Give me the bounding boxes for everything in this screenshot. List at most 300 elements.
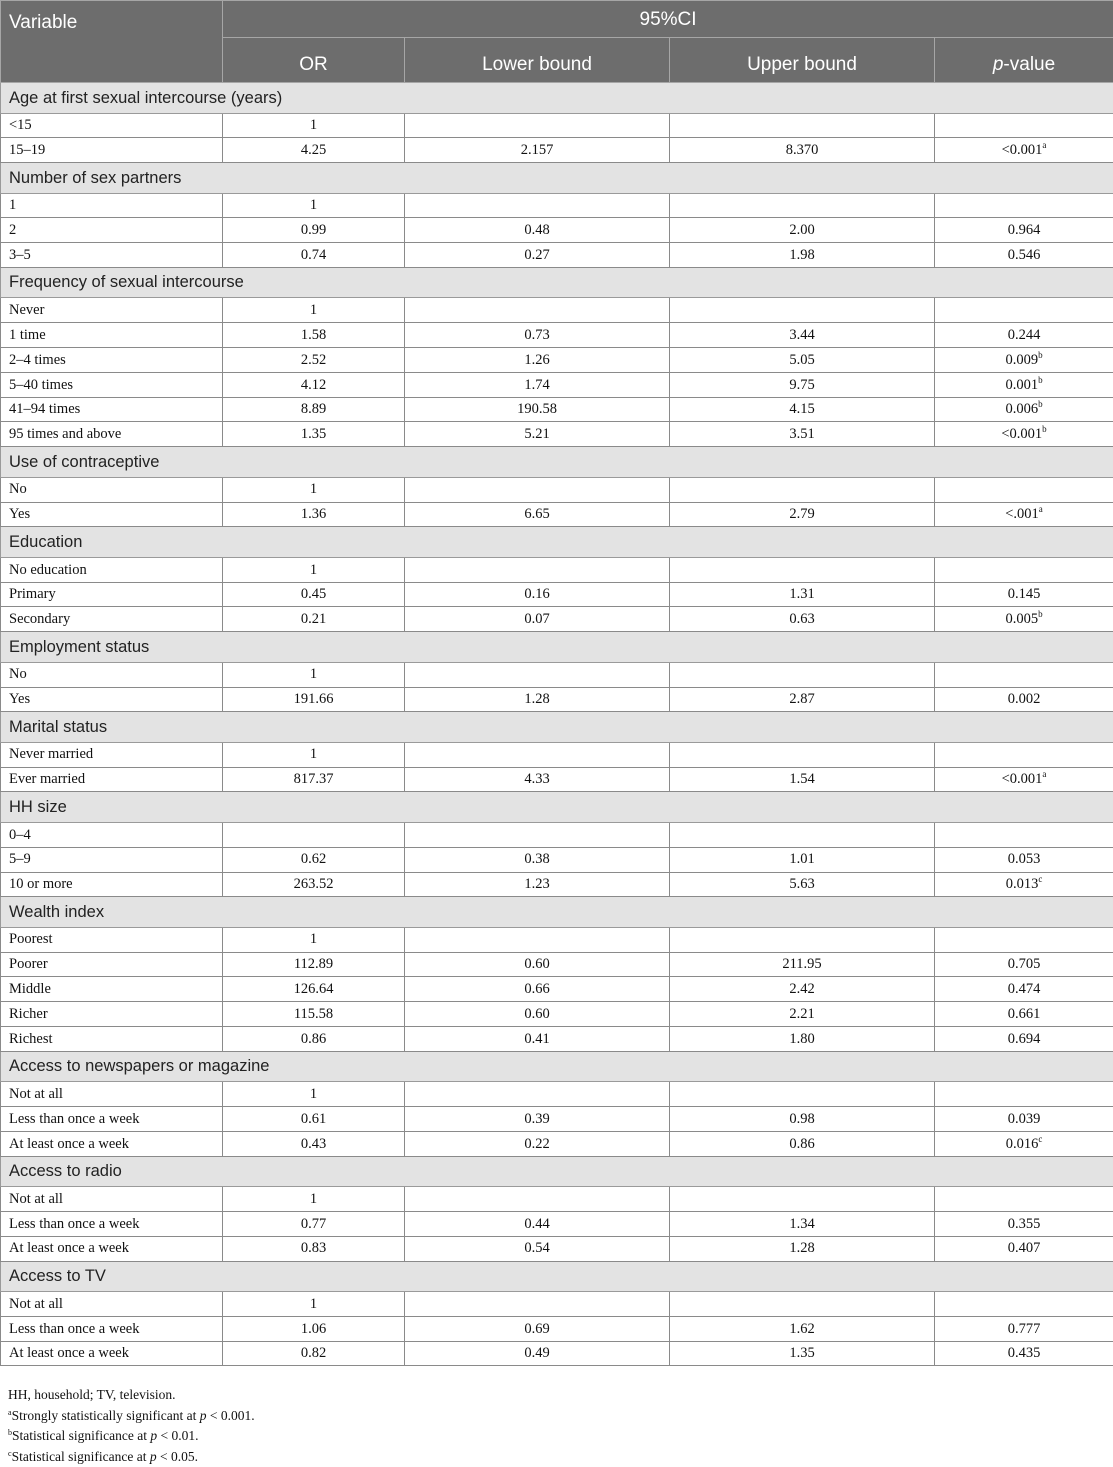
lower-bound-cell: 0.60 <box>405 952 670 977</box>
upper-bound-cell: 4.15 <box>670 397 935 422</box>
p-value: 0.474 <box>1008 981 1041 997</box>
row-label: Not at all <box>1 1082 223 1107</box>
p-value: 0.006 <box>1005 401 1038 417</box>
table-row <box>1 1107 1113 1132</box>
lower-bound-cell: 1.23 <box>405 872 670 897</box>
row-label: 2 <box>1 218 223 243</box>
upper-bound-cell: 5.05 <box>670 348 935 373</box>
odds-ratio-cell: 112.89 <box>223 952 405 977</box>
p-value: 0.407 <box>1008 1240 1041 1256</box>
table-row <box>1 1212 1113 1237</box>
p-value: 0.964 <box>1008 222 1041 238</box>
p-value-cell <box>935 298 1113 323</box>
significance-mark: b <box>1038 399 1043 409</box>
p-value: 0.145 <box>1008 586 1041 602</box>
table-row <box>1 557 1113 582</box>
p-value-header-suffix: -value <box>1003 54 1055 75</box>
odds-ratio-cell: 8.89 <box>223 397 405 422</box>
upper-bound-cell: 211.95 <box>670 952 935 977</box>
group-label: Access to radio <box>1 1156 1113 1187</box>
p-value-cell <box>935 687 1113 712</box>
table-row <box>1 138 1113 163</box>
p-value-cell <box>935 243 1113 268</box>
p-value-header-var: p <box>993 54 1004 75</box>
p-value-cell <box>935 397 1113 422</box>
row-label: Secondary <box>1 607 223 632</box>
lower-bound-cell: 4.33 <box>405 767 670 792</box>
row-label: At least once a week <box>1 1131 223 1156</box>
odds-ratio-cell: 0.83 <box>223 1236 405 1261</box>
footnote-b <box>8 1426 1108 1447</box>
p-value: 0.005 <box>1005 611 1038 627</box>
p-value-cell <box>935 218 1113 243</box>
upper-bound-cell: 1.01 <box>670 847 935 872</box>
p-value: 0.001 <box>1005 377 1038 393</box>
lower-bound-cell <box>405 298 670 323</box>
table-row <box>1 822 1113 847</box>
upper-bound-cell: 9.75 <box>670 372 935 397</box>
upper-bound-cell: 1.35 <box>670 1341 935 1366</box>
footnote-mark: a <box>8 1408 12 1417</box>
p-value: 0.355 <box>1008 1216 1041 1232</box>
table-row <box>1 977 1113 1002</box>
table-row <box>1 113 1113 138</box>
row-label: 2–4 times <box>1 348 223 373</box>
table-row <box>1 767 1113 792</box>
upper-bound-cell <box>670 113 935 138</box>
p-value: 0.244 <box>1008 327 1041 343</box>
row-label: No <box>1 662 223 687</box>
p-value-cell <box>935 1002 1113 1027</box>
group-label: Education <box>1 527 1113 558</box>
footnote-threshold: < 0.001. <box>207 1408 255 1423</box>
p-value-cell <box>935 662 1113 687</box>
row-label: Middle <box>1 977 223 1002</box>
upper-bound-cell <box>670 1292 935 1317</box>
table-row <box>1 1316 1113 1341</box>
row-label: No education <box>1 557 223 582</box>
lower-bound-cell: 0.22 <box>405 1131 670 1156</box>
group-row <box>1 712 1113 743</box>
footnote-text: Strongly statistically significant at <box>12 1408 200 1423</box>
p-value-cell <box>935 1236 1113 1261</box>
lower-bound-cell: 0.44 <box>405 1212 670 1237</box>
odds-ratio-cell: 2.52 <box>223 348 405 373</box>
row-label: 1 time <box>1 323 223 348</box>
row-label: 10 or more <box>1 872 223 897</box>
table-body <box>1 83 1113 1366</box>
odds-ratio-cell: 1 <box>223 1292 405 1317</box>
p-value-cell <box>935 1341 1113 1366</box>
group-label: Access to newspapers or magazine <box>1 1051 1113 1082</box>
lower-bound-header: Lower bound <box>405 38 670 83</box>
row-label: At least once a week <box>1 1236 223 1261</box>
table-row <box>1 193 1113 218</box>
lower-bound-cell: 5.21 <box>405 422 670 447</box>
group-label: Use of contraceptive <box>1 447 1113 478</box>
odds-ratio-cell: 0.82 <box>223 1341 405 1366</box>
upper-bound-cell: 1.62 <box>670 1316 935 1341</box>
p-value: <0.001 <box>1001 426 1042 442</box>
lower-bound-cell: 0.41 <box>405 1027 670 1052</box>
odds-ratio-cell: 1 <box>223 1082 405 1107</box>
odds-ratio-cell: 0.99 <box>223 218 405 243</box>
significance-mark: c <box>1038 874 1042 884</box>
odds-ratio-cell: 1.58 <box>223 323 405 348</box>
row-label: 5–40 times <box>1 372 223 397</box>
p-value-cell <box>935 193 1113 218</box>
p-value: 0.435 <box>1008 1345 1041 1361</box>
lower-bound-cell <box>405 113 670 138</box>
variable-header: Variable <box>1 1 223 83</box>
row-label: Yes <box>1 502 223 527</box>
upper-bound-cell: 1.54 <box>670 767 935 792</box>
footnote-abbreviations: HH, household; TV, television. <box>8 1385 1108 1406</box>
row-label: 95 times and above <box>1 422 223 447</box>
significance-mark: a <box>1042 140 1046 150</box>
row-label: Not at all <box>1 1187 223 1212</box>
p-value-cell <box>935 1082 1113 1107</box>
upper-bound-cell: 1.34 <box>670 1212 935 1237</box>
odds-ratio-cell: 1 <box>223 193 405 218</box>
p-value: 0.013 <box>1006 876 1039 892</box>
row-label: Less than once a week <box>1 1212 223 1237</box>
upper-bound-cell <box>670 193 935 218</box>
lower-bound-cell: 0.38 <box>405 847 670 872</box>
row-label: Ever married <box>1 767 223 792</box>
lower-bound-cell: 0.54 <box>405 1236 670 1261</box>
footnote-p: p <box>150 1428 157 1443</box>
row-label: Primary <box>1 582 223 607</box>
table-row <box>1 742 1113 767</box>
lower-bound-cell <box>405 557 670 582</box>
table-row <box>1 502 1113 527</box>
p-value-cell <box>935 372 1113 397</box>
upper-bound-cell <box>670 822 935 847</box>
odds-ratio-cell: 817.37 <box>223 767 405 792</box>
table-row <box>1 397 1113 422</box>
row-label: <15 <box>1 113 223 138</box>
lower-bound-cell: 0.39 <box>405 1107 670 1132</box>
odds-ratio-cell: 1 <box>223 477 405 502</box>
odds-ratio-cell: 0.21 <box>223 607 405 632</box>
row-label: No <box>1 477 223 502</box>
p-value-cell <box>935 847 1113 872</box>
lower-bound-cell: 0.16 <box>405 582 670 607</box>
footnote-p: p <box>150 1449 157 1464</box>
lower-bound-cell: 1.26 <box>405 348 670 373</box>
footnotes <box>8 1385 1108 1467</box>
upper-bound-cell: 0.63 <box>670 607 935 632</box>
table-row <box>1 1082 1113 1107</box>
odds-ratio-cell: 263.52 <box>223 872 405 897</box>
significance-mark: c <box>1038 1134 1042 1144</box>
row-label: Richer <box>1 1002 223 1027</box>
table-row <box>1 422 1113 447</box>
p-value: <.001 <box>1005 506 1039 522</box>
lower-bound-cell: 0.49 <box>405 1341 670 1366</box>
upper-bound-cell: 1.31 <box>670 582 935 607</box>
row-label: 0–4 <box>1 822 223 847</box>
p-value: 0.705 <box>1008 956 1041 972</box>
row-label: 1 <box>1 193 223 218</box>
lower-bound-cell <box>405 662 670 687</box>
ci-header: 95%CI <box>223 1 1113 38</box>
odds-ratio-cell: 1 <box>223 1187 405 1212</box>
group-label: Marital status <box>1 712 1113 743</box>
p-value-header <box>935 38 1113 83</box>
p-value: 0.661 <box>1008 1006 1041 1022</box>
odds-ratio-cell: 126.64 <box>223 977 405 1002</box>
group-row <box>1 527 1113 558</box>
lower-bound-cell <box>405 742 670 767</box>
p-value-cell <box>935 607 1113 632</box>
table-row <box>1 298 1113 323</box>
lower-bound-cell: 1.74 <box>405 372 670 397</box>
group-label: Access to TV <box>1 1261 1113 1292</box>
p-value-cell <box>935 348 1113 373</box>
upper-bound-cell: 8.370 <box>670 138 935 163</box>
odds-ratio-cell <box>223 822 405 847</box>
row-label: Yes <box>1 687 223 712</box>
upper-bound-cell <box>670 742 935 767</box>
lower-bound-cell <box>405 193 670 218</box>
lower-bound-cell: 0.60 <box>405 1002 670 1027</box>
p-value: 0.039 <box>1008 1111 1041 1127</box>
upper-bound-cell <box>670 662 935 687</box>
p-value-cell <box>935 1292 1113 1317</box>
table-row <box>1 323 1113 348</box>
upper-bound-cell: 2.42 <box>670 977 935 1002</box>
table-row <box>1 662 1113 687</box>
upper-bound-header: Upper bound <box>670 38 935 83</box>
upper-bound-cell: 3.44 <box>670 323 935 348</box>
row-label: 41–94 times <box>1 397 223 422</box>
table-row <box>1 1002 1113 1027</box>
lower-bound-cell <box>405 927 670 952</box>
upper-bound-cell: 1.98 <box>670 243 935 268</box>
table-row <box>1 687 1113 712</box>
p-value-cell <box>935 113 1113 138</box>
group-label: Number of sex partners <box>1 163 1113 194</box>
group-row <box>1 447 1113 478</box>
group-row <box>1 1261 1113 1292</box>
lower-bound-cell: 0.48 <box>405 218 670 243</box>
lower-bound-cell: 0.66 <box>405 977 670 1002</box>
table-row <box>1 1341 1113 1366</box>
row-label: Not at all <box>1 1292 223 1317</box>
p-value-cell <box>935 1316 1113 1341</box>
table-header <box>1 1 1113 83</box>
or-header: OR <box>223 38 405 83</box>
p-value-cell <box>935 742 1113 767</box>
p-value-cell <box>935 323 1113 348</box>
row-label: Never married <box>1 742 223 767</box>
table-row <box>1 927 1113 952</box>
upper-bound-cell: 2.00 <box>670 218 935 243</box>
footnote-p: p <box>200 1408 207 1423</box>
p-value-cell <box>935 822 1113 847</box>
upper-bound-cell <box>670 927 935 952</box>
group-row <box>1 163 1113 194</box>
table-row <box>1 218 1113 243</box>
row-label: 5–9 <box>1 847 223 872</box>
row-label: At least once a week <box>1 1341 223 1366</box>
significance-mark: b <box>1038 375 1043 385</box>
p-value-cell <box>935 1131 1113 1156</box>
p-value: 0.016 <box>1006 1136 1039 1152</box>
group-row <box>1 1051 1113 1082</box>
odds-ratio-cell: 0.45 <box>223 582 405 607</box>
table-row <box>1 372 1113 397</box>
p-value: 0.009 <box>1005 352 1038 368</box>
table-row <box>1 348 1113 373</box>
p-value-cell <box>935 557 1113 582</box>
significance-mark: a <box>1042 769 1046 779</box>
odds-ratio-cell: 1.06 <box>223 1316 405 1341</box>
p-value: 0.546 <box>1008 247 1041 263</box>
odds-ratio-cell: 1 <box>223 298 405 323</box>
upper-bound-cell: 1.28 <box>670 1236 935 1261</box>
upper-bound-cell: 0.98 <box>670 1107 935 1132</box>
p-value-cell <box>935 1187 1113 1212</box>
p-value: 0.777 <box>1008 1321 1041 1337</box>
group-label: Employment status <box>1 632 1113 663</box>
p-value: 0.053 <box>1008 851 1041 867</box>
table-row <box>1 1292 1113 1317</box>
odds-ratio-cell: 0.43 <box>223 1131 405 1156</box>
odds-ratio-cell: 1 <box>223 742 405 767</box>
upper-bound-cell: 5.63 <box>670 872 935 897</box>
p-value: 0.002 <box>1008 691 1041 707</box>
upper-bound-cell: 2.87 <box>670 687 935 712</box>
odds-ratio-cell: 1.36 <box>223 502 405 527</box>
upper-bound-cell: 2.79 <box>670 502 935 527</box>
p-value-cell <box>935 927 1113 952</box>
p-value-cell <box>935 582 1113 607</box>
odds-ratio-cell: 0.74 <box>223 243 405 268</box>
p-value-cell <box>935 477 1113 502</box>
group-label: Frequency of sexual intercourse <box>1 267 1113 298</box>
odds-ratio-cell: 1.35 <box>223 422 405 447</box>
table-row <box>1 872 1113 897</box>
table-row <box>1 1131 1113 1156</box>
footnote-text: Statistical significance at <box>12 1428 150 1443</box>
row-label: Never <box>1 298 223 323</box>
p-value-cell <box>935 1107 1113 1132</box>
table-row <box>1 607 1113 632</box>
row-label: Poorest <box>1 927 223 952</box>
odds-ratio-cell: 0.86 <box>223 1027 405 1052</box>
group-row <box>1 792 1113 823</box>
upper-bound-cell: 1.80 <box>670 1027 935 1052</box>
table-row <box>1 582 1113 607</box>
lower-bound-cell: 0.69 <box>405 1316 670 1341</box>
table-row <box>1 477 1113 502</box>
p-value-cell <box>935 502 1113 527</box>
odds-ratio-cell: 4.12 <box>223 372 405 397</box>
upper-bound-cell <box>670 1187 935 1212</box>
significance-mark: b <box>1038 609 1043 619</box>
odds-ratio-cell: 1 <box>223 662 405 687</box>
table-row <box>1 952 1113 977</box>
upper-bound-cell: 0.86 <box>670 1131 935 1156</box>
row-label: 15–19 <box>1 138 223 163</box>
group-row <box>1 83 1113 114</box>
p-value-cell <box>935 977 1113 1002</box>
p-value-cell <box>935 1212 1113 1237</box>
p-value: <0.001 <box>1002 142 1043 158</box>
lower-bound-cell: 190.58 <box>405 397 670 422</box>
lower-bound-cell <box>405 1082 670 1107</box>
table-row <box>1 847 1113 872</box>
footnote-threshold: < 0.01. <box>157 1428 198 1443</box>
odds-ratio-cell: 1 <box>223 557 405 582</box>
lower-bound-cell <box>405 1187 670 1212</box>
odds-ratio-cell: 191.66 <box>223 687 405 712</box>
group-label: Age at first sexual intercourse (years) <box>1 83 1113 114</box>
footnote-mark: b <box>8 1428 12 1437</box>
significance-mark: b <box>1038 350 1043 360</box>
table-row <box>1 243 1113 268</box>
group-row <box>1 632 1113 663</box>
upper-bound-cell: 2.21 <box>670 1002 935 1027</box>
p-value: <0.001 <box>1002 771 1043 787</box>
group-row <box>1 897 1113 928</box>
p-value: 0.694 <box>1008 1031 1041 1047</box>
odds-ratio-cell: 115.58 <box>223 1002 405 1027</box>
lower-bound-cell: 0.07 <box>405 607 670 632</box>
p-value-cell <box>935 1027 1113 1052</box>
lower-bound-cell: 0.73 <box>405 323 670 348</box>
group-row <box>1 267 1113 298</box>
footnote-threshold: < 0.05. <box>157 1449 198 1464</box>
upper-bound-cell <box>670 557 935 582</box>
lower-bound-cell <box>405 477 670 502</box>
row-label: Less than once a week <box>1 1107 223 1132</box>
upper-bound-cell: 3.51 <box>670 422 935 447</box>
upper-bound-cell <box>670 1082 935 1107</box>
odds-ratio-cell: 4.25 <box>223 138 405 163</box>
odds-ratio-cell: 0.61 <box>223 1107 405 1132</box>
lower-bound-cell <box>405 1292 670 1317</box>
table-row <box>1 1187 1113 1212</box>
group-label: HH size <box>1 792 1113 823</box>
lower-bound-cell: 6.65 <box>405 502 670 527</box>
p-value-cell <box>935 872 1113 897</box>
lower-bound-cell: 0.27 <box>405 243 670 268</box>
significance-mark: a <box>1039 504 1043 514</box>
significance-mark: b <box>1042 424 1047 434</box>
table-row <box>1 1236 1113 1261</box>
row-label: 3–5 <box>1 243 223 268</box>
row-label: Less than once a week <box>1 1316 223 1341</box>
row-label: Poorer <box>1 952 223 977</box>
lower-bound-cell: 1.28 <box>405 687 670 712</box>
p-value-cell <box>935 422 1113 447</box>
group-row <box>1 1156 1113 1187</box>
p-value-cell <box>935 952 1113 977</box>
row-label: Richest <box>1 1027 223 1052</box>
footnote-a <box>8 1406 1108 1427</box>
footnote-text: Statistical significance at <box>12 1449 150 1464</box>
upper-bound-cell <box>670 298 935 323</box>
p-value-cell <box>935 138 1113 163</box>
lower-bound-cell <box>405 822 670 847</box>
group-label: Wealth index <box>1 897 1113 928</box>
table-row <box>1 1027 1113 1052</box>
lower-bound-cell: 2.157 <box>405 138 670 163</box>
